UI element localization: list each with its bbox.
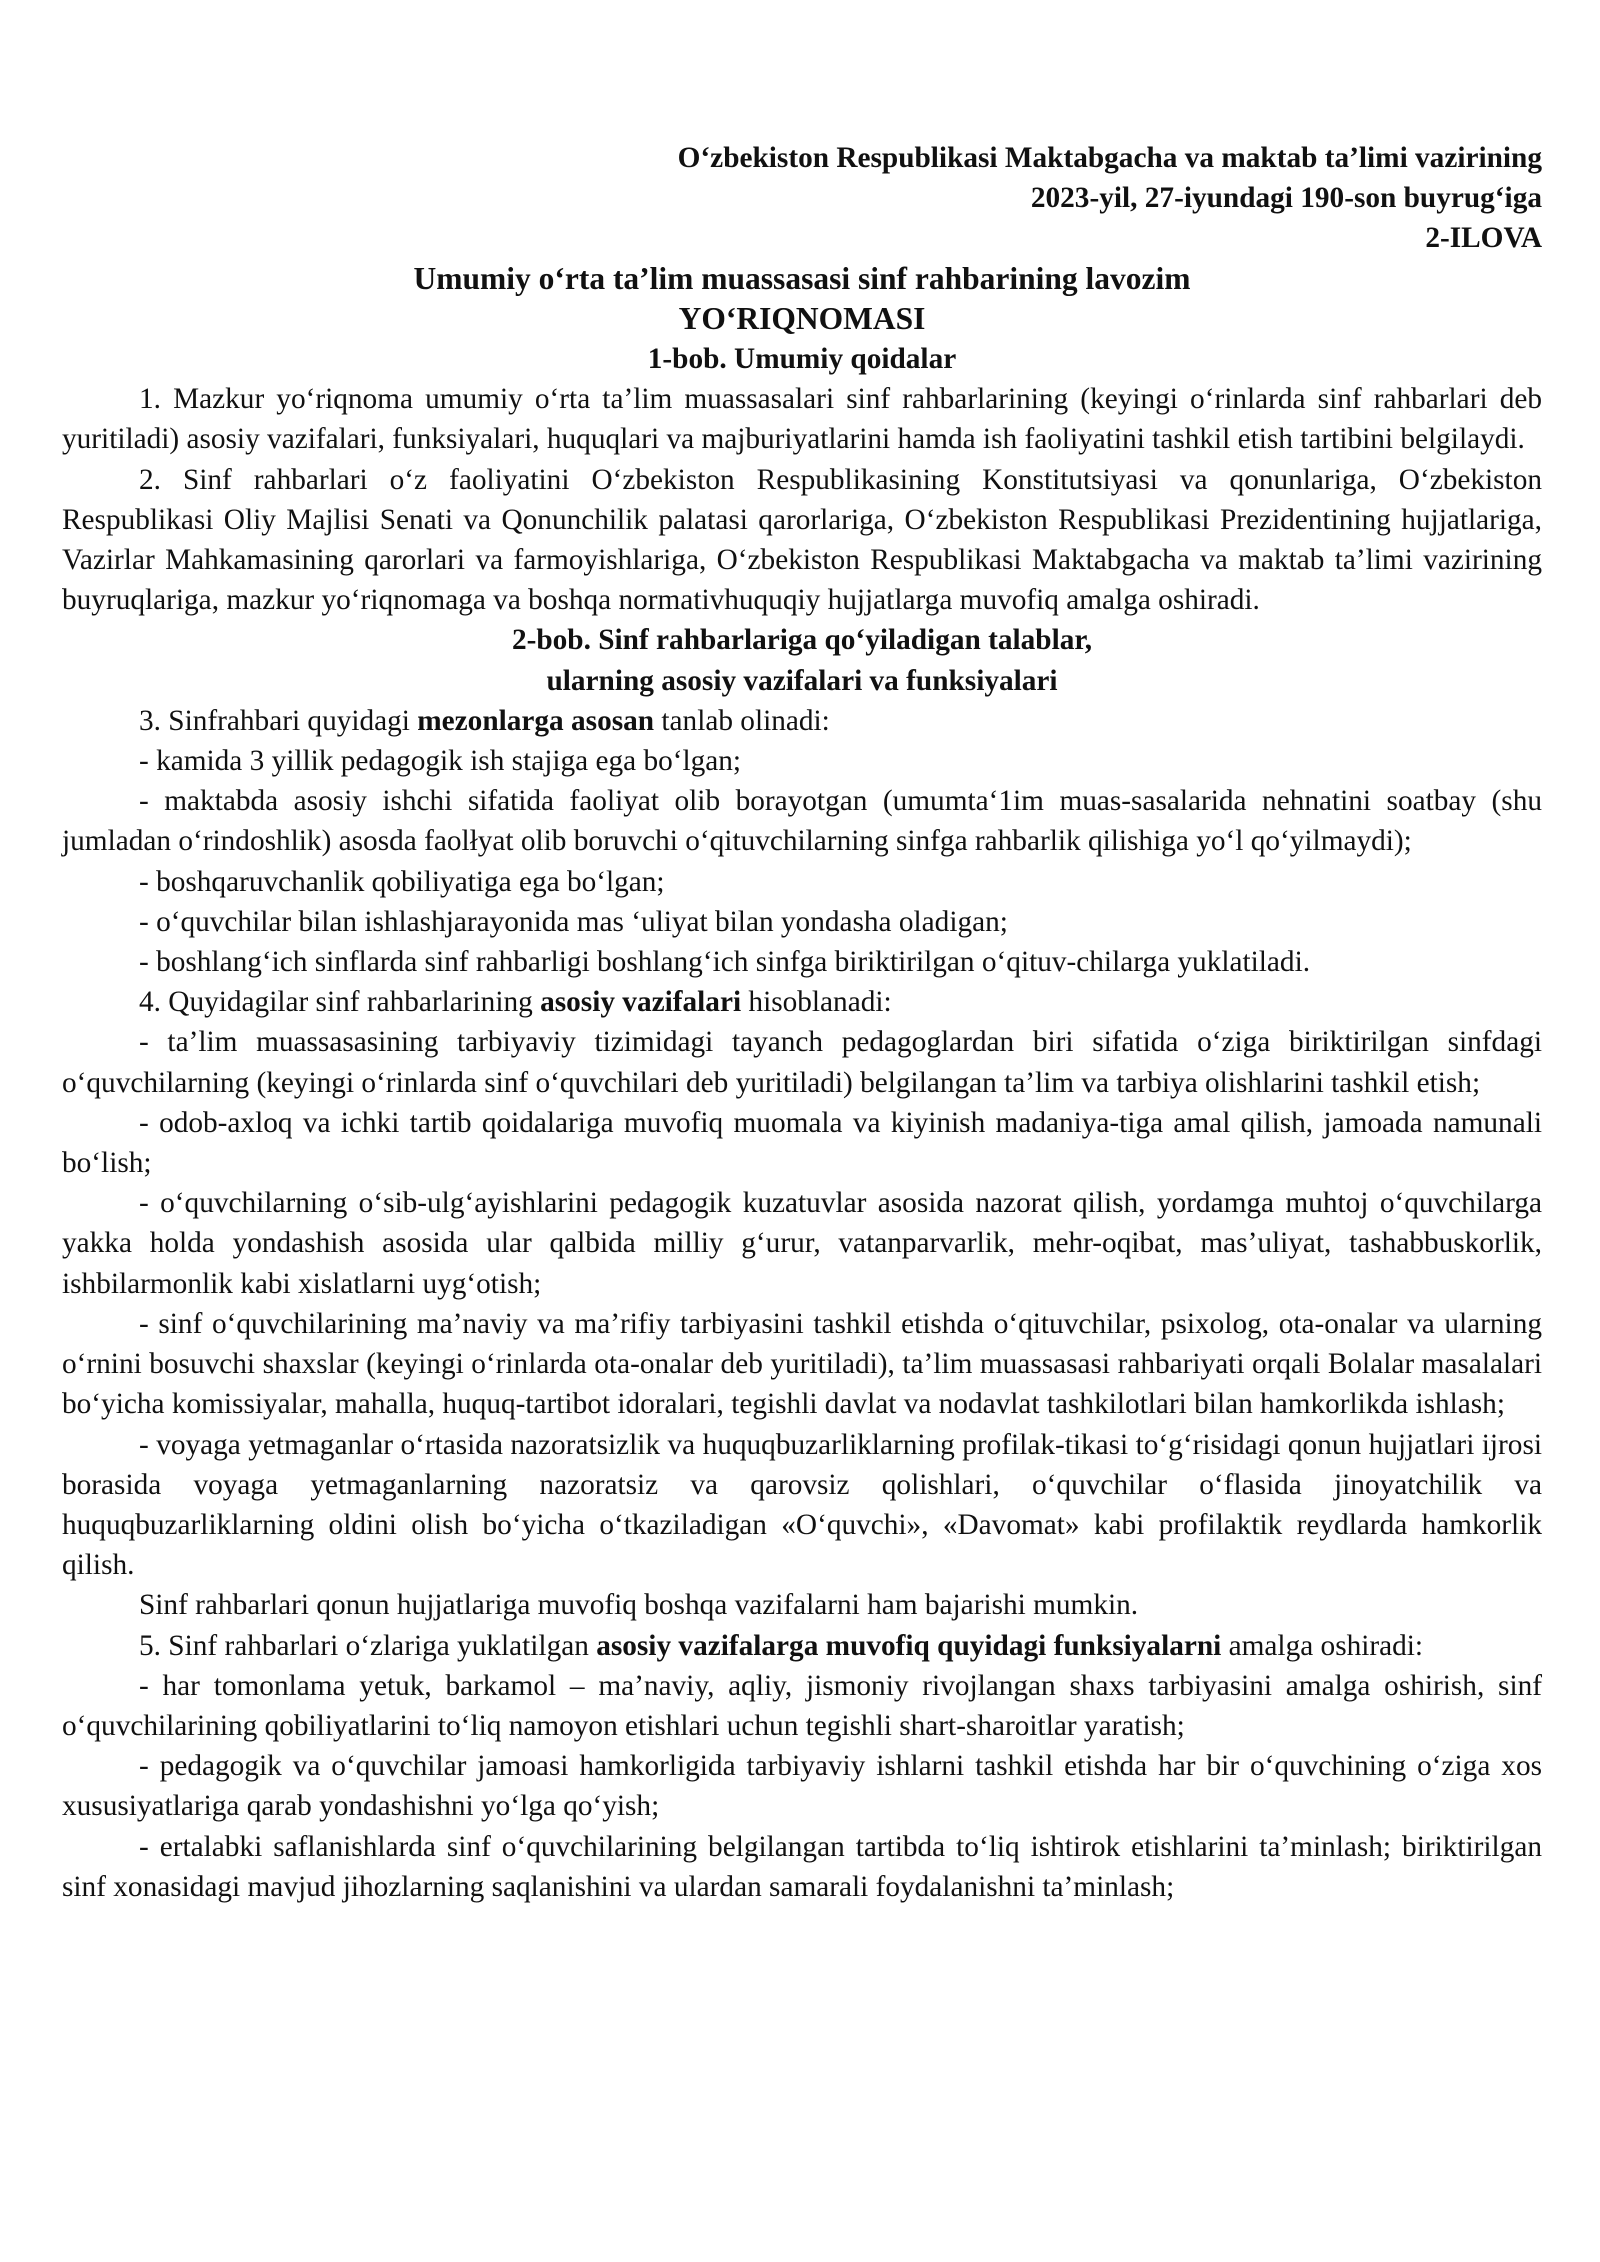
- paragraph-3-text: 3. Sinfrahbari quyidagi: [139, 704, 418, 737]
- paragraph-3-text-end: tanlab olinadi:: [654, 704, 830, 737]
- document-title-main: YO‘RIQNOMASI: [678, 300, 926, 336]
- list-item: - o‘quvchilarning o‘sib-ulg‘ayishlarini pedagogik kuzatuvlar asosida nazorat qilish, yordamga muhtoj o‘quvchilarga yakka holda yondashish asosida ular qalbida milliy g‘urur, vatanparvarlik, mehr-oqibat, mas’uliyat, tashabbuskorlik, ishbilarmonlik kabi xislatlarni uyg‘otish;: [62, 1187, 1542, 1300]
- list-item: - ta’lim muassasasining tarbiyaviy tizimidagi tayanch pedagoglardan biri sifatida o‘ziga biriktirilgan sinfdagi o‘quvchilarning (keyingi o‘rinlarda sinf o‘quvchilari deb yuritiladi) belgilangan ta’lim va tarbiya olishlarini tashkil etish;: [62, 1026, 1542, 1099]
- list-item: - ertalabki saflanishlarda sinf o‘quvchilarining belgilangan tartibda to‘liq ishtirok etishlarini ta’minlash; biriktirilgan sinf xonasidagi mavjud jihozlarning saqlanishini va ulardan samarali foydalanishni ta’minlash;: [62, 1830, 1542, 1903]
- list-item: - odob-axloq va ichki tartib qoidalariga muvofiq muomala va kiyinish madaniya-tiga amal qilish, jamoada namunali bo‘lish;: [62, 1106, 1542, 1180]
- paragraph-1: 1. Mazkur yo‘riqnoma umumiy o‘rta ta’lim muassasalari sinf rahbarlarining (keyingi o‘rinlarda sinf rahbarlari deb yuritiladi) asosiy vazifalari, funksiyalari, huquqlari va majburiyatlarini hamda ish faoliyatini tashkil etish tartibini belgilaydi.: [62, 383, 1542, 456]
- paragraph-5-text-end: amalga oshiradi:: [1221, 1629, 1424, 1662]
- chapter-2-heading-continued: ularning asosiy vazifalari va funksiyalari: [546, 664, 1058, 697]
- chapter-2-heading: 2-bob. Sinf rahbarlariga qo‘yiladigan talablar,: [511, 624, 1093, 657]
- paragraph-3: [62, 701, 1542, 741]
- header-line-ministry: O‘zbekiston Respublikasi Maktabgacha va maktab ta’limi vazirining: [677, 142, 1542, 174]
- header-line-appendix: 2-ILOVA: [1425, 222, 1542, 255]
- list-item: - voyaga yetmaganlar o‘rtasida nazoratsizlik va huquqbuzarliklarning profilak-tikasi to‘g‘risidagi qonun hujjatlari ijrosi borasida voyaga yetmaganlarning nazoratsiz va qarovsiz qolishlari, o‘quvchilar o‘flasida jinoyatchilik va huquqbuzarliklarning oldini olish bo‘yicha o‘tkaziladigan «O‘quvchi», «Davomat» kabi profilaktik reydlarda hamkorlik qilish.: [62, 1428, 1542, 1582]
- document-title: Umumiy o‘rta ta’lim muassasasi sinf rahbarining lavozim: [413, 260, 1191, 296]
- list-item: - sinf o‘quvchilarining ma’naviy va ma’rifiy tarbiyasini tashkil etishda o‘qituvchilar, psixolog, ota-onalar va ularning o‘rnini bosuvchi shaxslar (keyingi o‘rinlarda ota-onalar deb yuritiladi), ta’lim muassasasi rahbariyati orqali Bolalar masalalari bo‘yicha komissiyalar, mahalla, huquq-tartibot idoralari, tegishli davlat va nodavlat tashkilotlari bilan hamkorlikda ishlash;: [62, 1307, 1542, 1421]
- list-item: - kamida 3 yillik pedagogik ish stajiga ega bo‘lgan;: [139, 745, 742, 778]
- chapter-1-heading: 1-bob. Umumiy qoidalar: [647, 343, 957, 376]
- list-item: - pedagogik va o‘quvchilar jamoasi hamkorligida tarbiyaviy ishlarni tashkil etishda har bir o‘quvchining o‘ziga xos xususiyatlariga qarab yondashishni yo‘lga qo‘yish;: [62, 1750, 1542, 1823]
- paragraph-4-emphasis: asosiy vazifalari: [540, 986, 742, 1019]
- paragraph-4-note: Sinf rahbarlari qonun hujjatlariga muvofiq boshqa vazifalarni ham bajarishi mumkin.: [139, 1589, 1139, 1622]
- paragraph-5: [62, 1626, 1542, 1666]
- paragraph-2: 2. Sinf rahbarlari o‘z faoliyatini O‘zbekiston Respublikasining Konstitutsiyasi va qonunlariga, O‘zbekiston Respublikasi Oliy Majlisi Senati va Qonunchilik palatasi qarorlariga, O‘zbekiston Respublikasi Prezidentining hujjatlariga, Vazirlar Mahkamasining qarorlari va farmoyishlariga, O‘zbekiston Respublikasi Maktabgacha va maktab ta’limi vazirining buyruqlariga, mazkur yo‘riqnomaga va boshqa normativhuquqiy hujjatlarga muvofiq amalga oshiradi.: [62, 463, 1542, 617]
- paragraph-4-text-end: hisoblanadi:: [741, 986, 892, 1019]
- header-line-order: 2023-yil, 27-iyundagi 190-son buyrug‘iga: [1030, 182, 1542, 215]
- paragraph-4-text: 4. Quyidagilar sinf rahbarlarining: [139, 986, 541, 1019]
- paragraph-5-emphasis: asosiy vazifalarga muvofiq quyidagi funksiyalarni: [596, 1629, 1222, 1662]
- paragraph-5-text: 5. Sinf rahbarlari o‘zlariga yuklatilgan: [139, 1629, 597, 1662]
- list-item: - maktabda asosiy ishchi sifatida faoliyat olib borayotgan (umumta‘1im muas-sasalarida nehnatini soatbay (shu jumladan o‘rindoshlik) asosda faolłyat olib boruvchi o‘qituvchilarning sinfga rahbarlik qilishiga yo‘l qo‘yilmaydi);: [62, 785, 1542, 858]
- paragraph-3-emphasis: mezonlarga asosan: [417, 704, 655, 737]
- approval-header: [62, 138, 1542, 259]
- list-item: - boshqaruvchanlik qobiliyatiga ega bo‘lgan;: [139, 865, 665, 898]
- list-item: - boshlang‘ich sinflarda sinf rahbarligi boshlang‘ich sinfga biriktirilgan o‘qituv-chilarga yuklatiladi.: [139, 946, 1311, 979]
- list-item: - har tomonlama yetuk, barkamol – ma’naviy, aqliy, jismoniy rivojlangan shaxs tarbiyasini amalga oshirish, sinf o‘quvchilarining qobiliyatlarini to‘liq namoyon etishlari uchun tegishli shart-sharoitlar yaratish;: [62, 1669, 1542, 1742]
- paragraph-4: [62, 982, 1542, 1022]
- list-item: - o‘quvchilar bilan ishlashjarayonida mas ‘uliyat bilan yondasha oladigan;: [139, 905, 1008, 938]
